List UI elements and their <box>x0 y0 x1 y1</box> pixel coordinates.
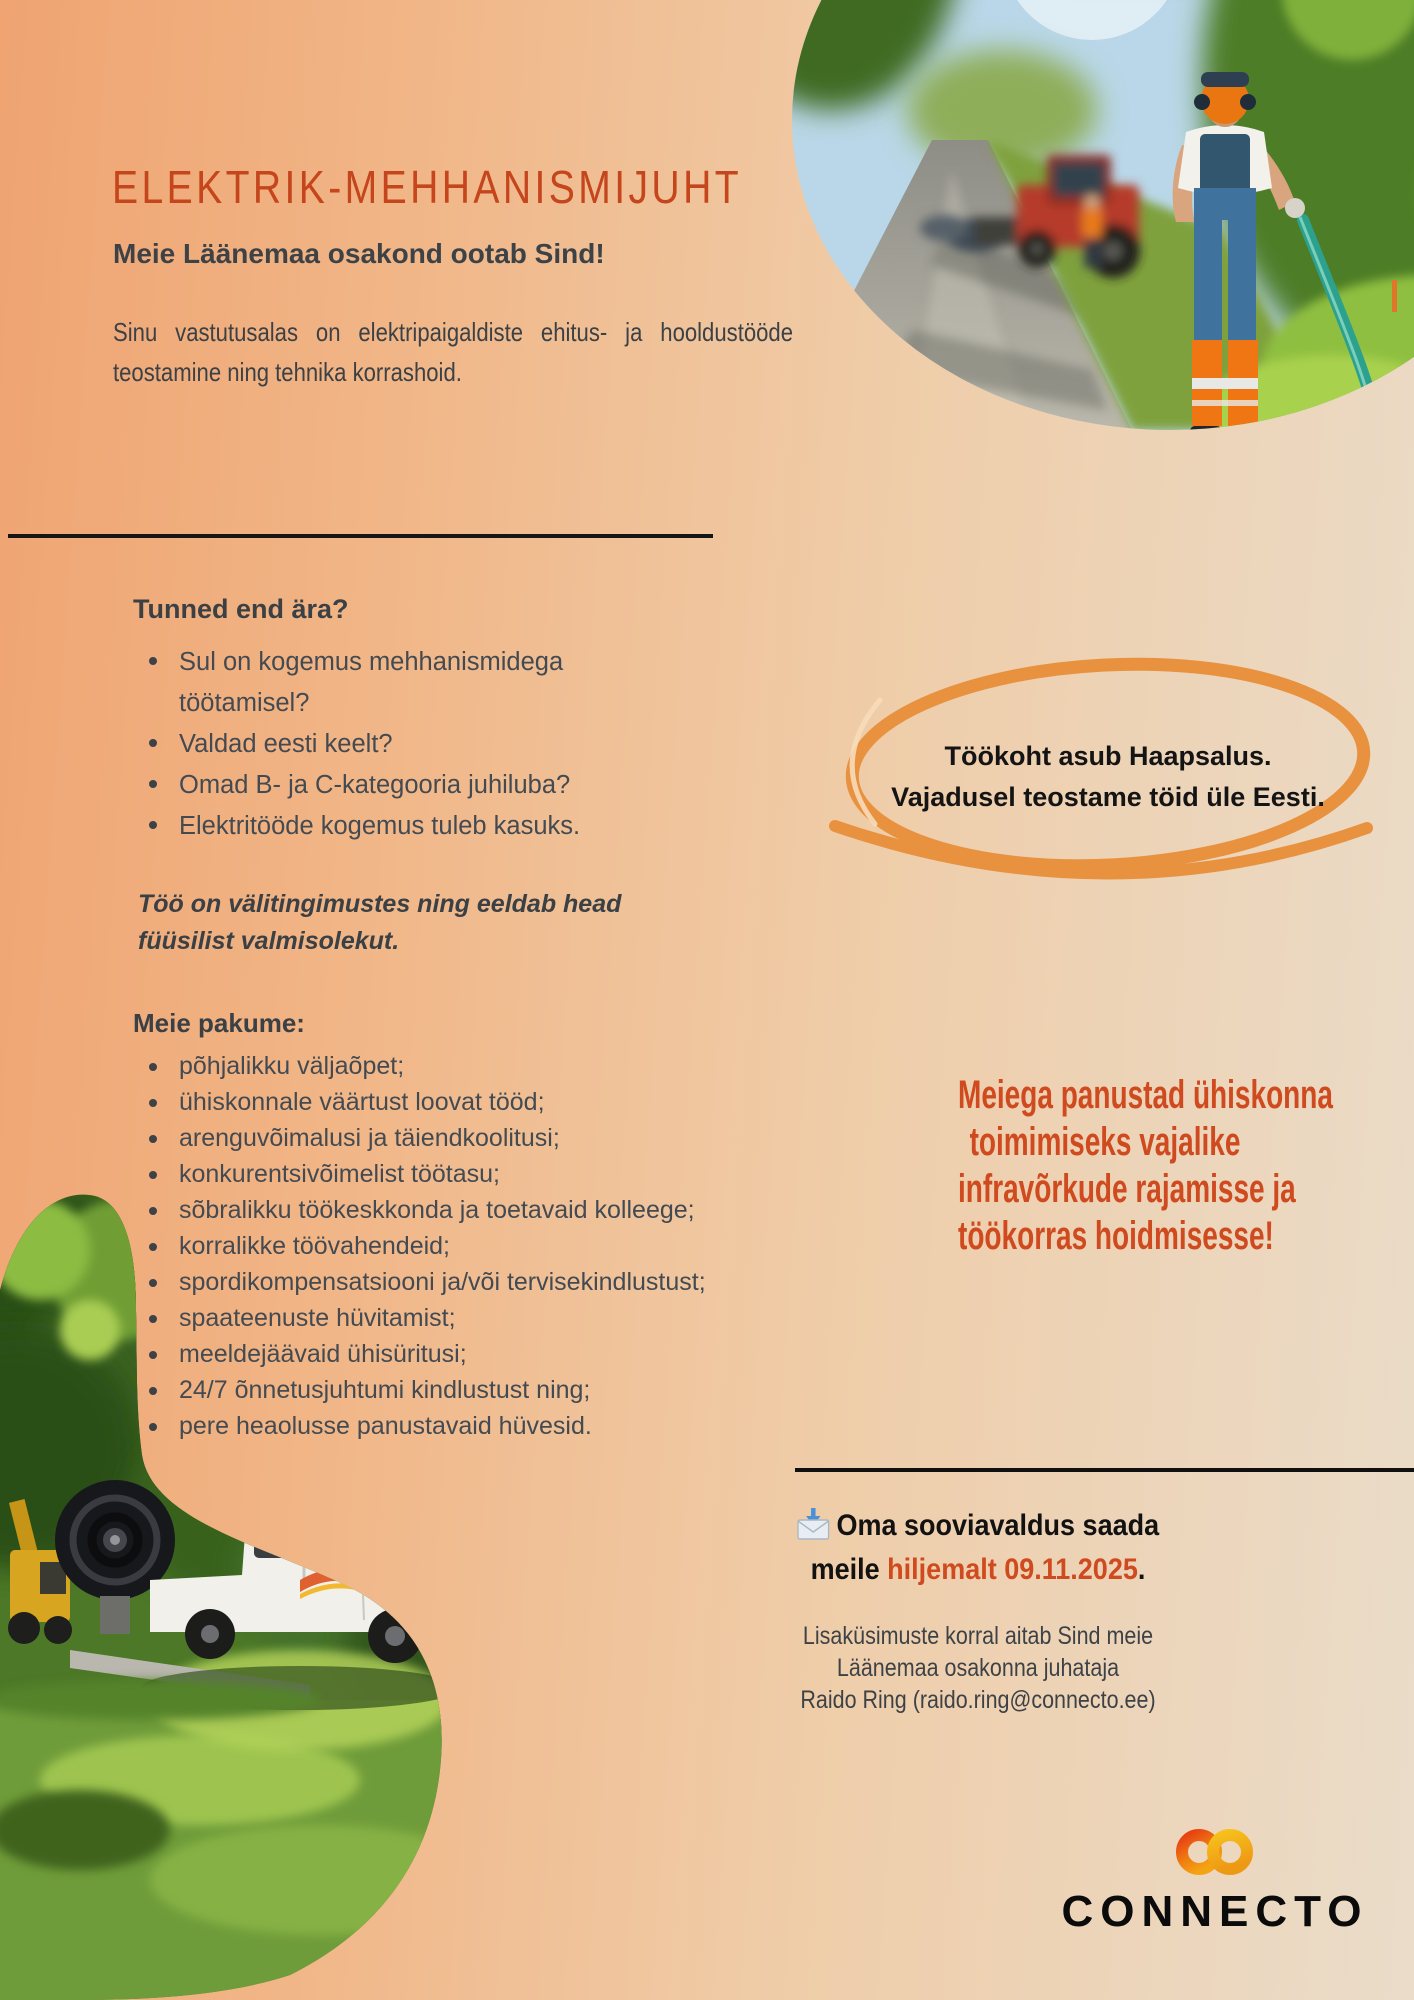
list-item-label: meeldejäävaid ühisüritusi; <box>179 1340 467 1368</box>
list-item <box>133 642 619 724</box>
motto-block <box>895 1072 1333 1260</box>
list-item <box>133 1156 799 1192</box>
location-line: Töökoht asub Haapsalus. <box>944 741 1272 771</box>
deadline-text: hiljemalt 09.11.2025 <box>887 1553 1138 1586</box>
contact-line: Läänemaa osakonna juhataja <box>836 1654 1120 1682</box>
list-item <box>133 765 619 806</box>
requirements-list <box>133 642 603 847</box>
offer-heading: Meie pakume: <box>133 1008 305 1038</box>
list-item-label: pere heaolusse panustavaid hüvesid. <box>179 1412 592 1440</box>
list-item <box>133 1048 799 1084</box>
list-item-label: 24/7 õnnetusjuhtumi kindlustust ning; <box>179 1376 591 1404</box>
list-item <box>133 1300 799 1336</box>
list-item-label: Valdad eesti keelt? <box>179 730 393 758</box>
divider-top <box>8 534 713 538</box>
apply-text: Oma sooviavaldus saada <box>836 1509 1160 1542</box>
list-item <box>133 1192 799 1228</box>
requirements-heading: Tunned end ära? <box>133 594 349 624</box>
motto-line: toimimiseks vajalike <box>969 1120 1241 1164</box>
list-item-label: arenguvõimalusi ja täiendkoolitusi; <box>179 1124 560 1152</box>
brand-name: CONNECTO <box>1061 1887 1369 1936</box>
motto-line: töökorras hoidmisesse! <box>958 1214 1274 1258</box>
location-line: Vajadusel teostame töid üle Eesti. <box>891 782 1325 812</box>
list-item-label: ühiskonnale väärtust loovat tööd; <box>179 1088 545 1116</box>
list-item-label: Omad B- ja C-kategooria juhiluba? <box>179 771 571 799</box>
list-item-label: sõbralikku töökeskkonda ja toetavaid kolleege; <box>179 1196 695 1224</box>
list-item <box>133 1336 799 1372</box>
list-item <box>133 1264 799 1300</box>
contact-line: Raido Ring (raido.ring@connecto.ee) <box>800 1686 1156 1714</box>
list-item-label: korralikke töövahendeid; <box>179 1232 450 1260</box>
photo-road-worker <box>792 0 1414 430</box>
list-item <box>133 724 619 765</box>
page-title: ELEKTRIK-MEHHANISMIJUHT <box>112 161 742 213</box>
list-item-label: konkurentsivõimelist töötasu; <box>179 1160 500 1188</box>
list-item-label: Sul on kogemus mehhanismidega töötamisel? <box>179 648 564 717</box>
divider-bottom <box>795 1468 1414 1472</box>
page-subtitle: Meie Läänemaa osakond ootab Sind! <box>113 238 605 269</box>
list-item <box>133 806 619 847</box>
motto-line: Meiega panustad ühiskonna <box>958 1073 1333 1117</box>
list-item <box>133 1408 799 1444</box>
list-item <box>133 1084 799 1120</box>
list-item <box>133 1372 799 1408</box>
list-item-label: Elektritööde kogemus tuleb kasuks. <box>179 812 581 840</box>
envelope-arrow-icon <box>797 1508 829 1540</box>
list-item <box>133 1120 799 1156</box>
apply-line-2 <box>789 1548 1167 1592</box>
outdoor-work-note: Töö on välitingimustes ning eeldab head füüsilist valmisolekut. <box>138 890 622 955</box>
motto-line: infravõrkude rajamisse ja <box>958 1167 1296 1211</box>
pickup-truck <box>140 1470 460 1710</box>
intro-paragraph: Sinu vastutusalas on elektripaigaldiste ehitus- ja hooldustööde teostamine ning tehnika korrashoid. <box>113 317 793 387</box>
apply-line-1 <box>789 1504 1167 1548</box>
photo-road-worker-scene <box>792 0 1414 430</box>
list-item <box>133 1228 799 1264</box>
contact-line: Lisaküsimuste korral aitab Sind meie <box>802 1622 1154 1650</box>
apply-text: . <box>1137 1553 1146 1586</box>
contact-block <box>768 1620 1188 1716</box>
list-item-label: spordikompensatsiooni ja/või tervisekindlustust; <box>179 1268 706 1296</box>
brand-logo <box>1040 1824 1390 1937</box>
list-item-label: spaateenuste hüvitamist; <box>179 1304 456 1332</box>
apply-block <box>768 1504 1188 1592</box>
offer-list <box>133 1048 773 1444</box>
infinity-logo-icon <box>1171 1824 1259 1880</box>
list-item-label: põhjalikku väljaõpet; <box>179 1052 405 1080</box>
apply-text: meile <box>810 1553 888 1586</box>
location-badge <box>798 736 1414 818</box>
